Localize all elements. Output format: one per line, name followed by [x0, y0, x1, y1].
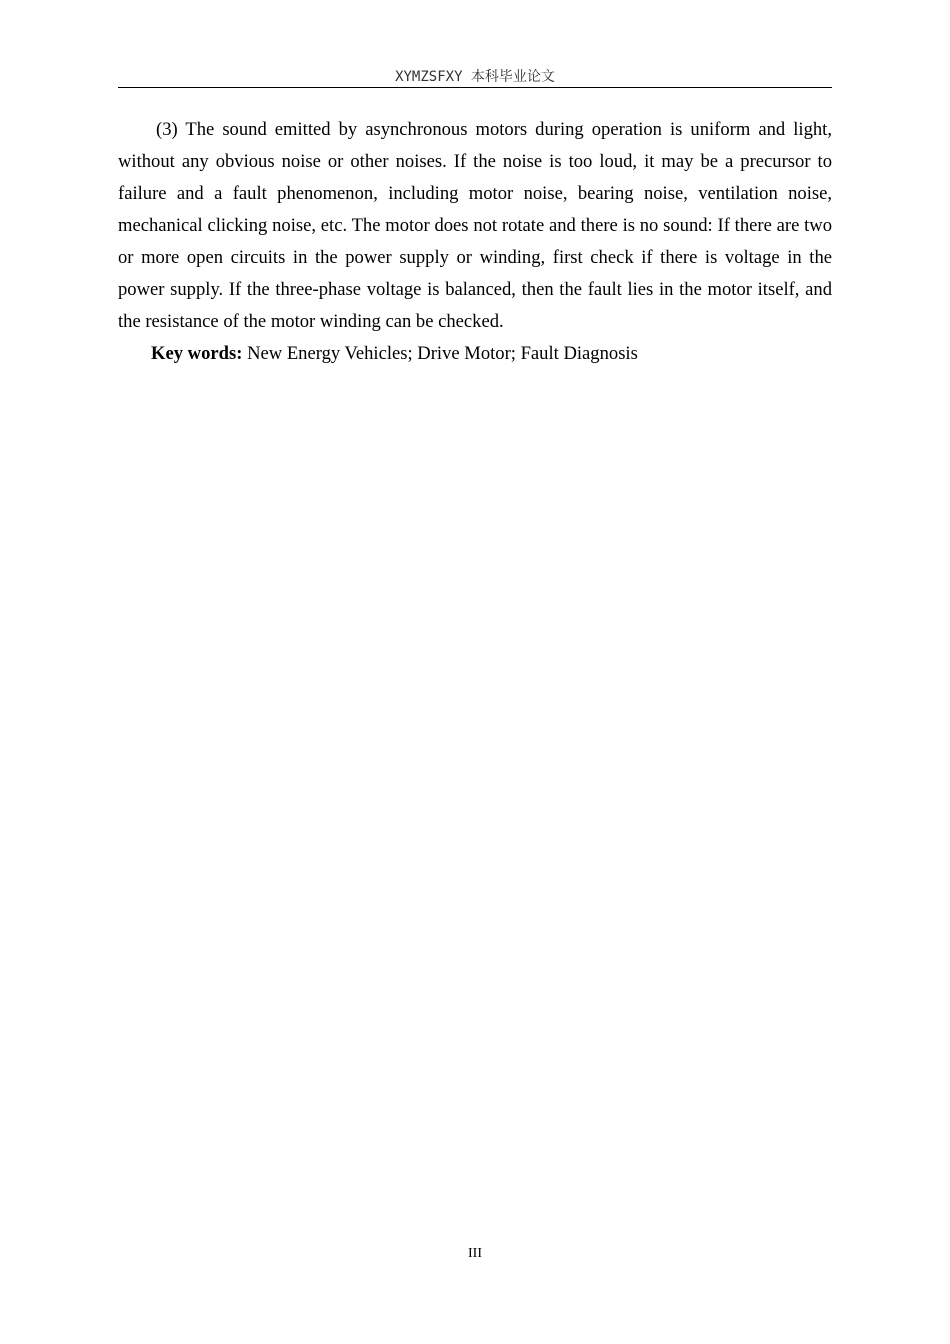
abstract-paragraph: (3) The sound emitted by asynchronous motors during operation is uniform and light, without any obvious noise or other noises. If the noise is too loud, it may be a precursor to failure and a fault phenomenon, including motor noise, bearing noise, ventilation noise, mechanical clicking noise, etc. The motor does not rotate and there is no sound: If there are two or more open circuits in the power supply or winding, first check if there is voltage in the power supply. If the three-phase voltage is balanced, then the fault lies in the motor itself, and the resistance of the motor winding can be checked. [118, 119, 832, 332]
keywords-text: New Energy Vehicles; Drive Motor; Fault Diagnosis [242, 343, 638, 364]
running-header: XYMZSFXY 本科毕业论文 [118, 68, 832, 88]
page-number: III [468, 1246, 482, 1261]
abstract-body [118, 114, 832, 370]
keywords-label: Key words: [151, 343, 243, 364]
keywords-line [118, 338, 832, 370]
